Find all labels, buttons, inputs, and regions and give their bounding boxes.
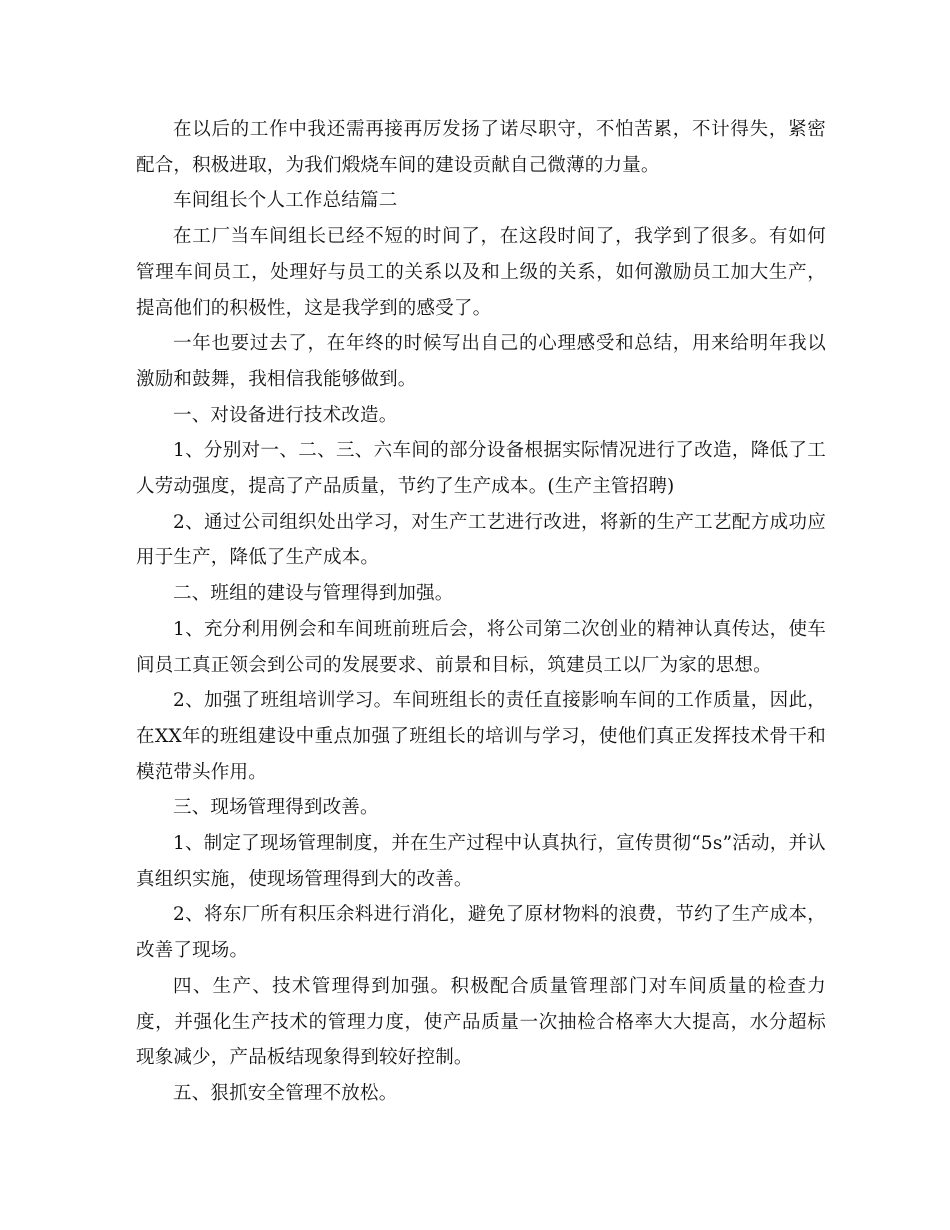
heading-equipment-upgrade: 一、对设备进行技术改造。: [173, 404, 398, 426]
heading-site-management: 三、现场管理得到改善。: [173, 797, 379, 819]
paragraph-team-item-2: 2、加强了班组培训学习。车间班组长的责任直接影响车间的工作质量，因此，在XX年的班组建设中重点加强了班组长的培训与学习，使他们真正发挥技术骨干和模范带头作用。: [136, 690, 826, 783]
heading-safety-management: 五、狠抓安全管理不放松。: [173, 1082, 398, 1104]
paragraph-equipment-item-1: 1、分别对一、二、三、六车间的部分设备根据实际情况进行了改造，降低了工人劳动强度，提高了产品质量，节约了生产成本。(生产主管招聘): [136, 440, 826, 498]
paragraph-production-technical: 四、生产、技术管理得到加强。积极配合质量管理部门对车间质量的检查力度，并强化生产技术的管理力度，使产品质量一次抽检合格率大大提高，水分超标现象减少，产品板结现象得到较好控制。: [136, 975, 826, 1069]
paragraph-site-item-1: 1、制定了现场管理制度，并在生产过程中认真执行，宣传贯彻“5s”活动，并认真组织实施，使现场管理得到大的改善。: [136, 833, 826, 890]
section-heading-part-two: 车间组长个人工作总结篇二: [173, 190, 398, 212]
paragraph-closing-remarks: 在以后的工作中我还需再接再厉发扬了诺尽职守，不怕苦累，不计得失，紧密配合，积极进取，为我们煅烧车间的建设贡献自己微薄的力量。: [136, 119, 826, 176]
heading-team-building: 二、班组的建设与管理得到加强。: [173, 583, 454, 605]
document-body: [136, 112, 826, 1112]
paragraph-team-item-1: 1、充分利用例会和车间班前班后会，将公司第二次创业的精神认真传达，使车间员工真正领会到公司的发展要求、前景和目标，筑建员工以厂为家的思想。: [136, 618, 826, 676]
paragraph-intro-experience: 在工厂当车间组长已经不短的时间了，在这段时间了，我学到了很多。有如何管理车间员工，处理好与员工的关系以及和上级的关系，如何激励员工加大生产，提高他们的积极性，这是我学到的感受了。: [136, 226, 826, 319]
paragraph-equipment-item-2: 2、通过公司组织处出学习，对生产工艺进行改进，将新的生产工艺配方成功应用于生产，降低了生产成本。: [136, 511, 826, 569]
paragraph-site-item-2: 2、将东厂所有积压余料进行消化，避免了原材物料的浪费，节约了生产成本，改善了现场。: [136, 904, 826, 962]
paragraph-year-end-summary: 一年也要过去了，在年终的时候写出自己的心理感受和总结，用来给明年我以激励和鼓舞，我相信我能够做到。: [136, 333, 826, 390]
